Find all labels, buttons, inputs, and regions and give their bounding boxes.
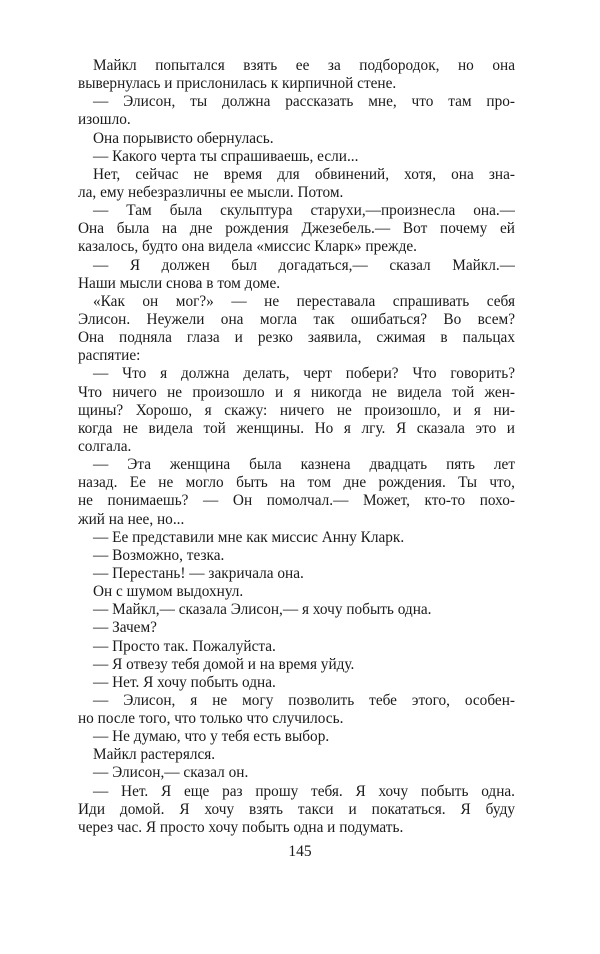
text-line: — Эта женщина была казнена двадцать пять лет	[93, 456, 515, 474]
text-line: Наши мысли снова в том доме.	[78, 274, 281, 292]
text-line: — Я отвезу тебя домой и на время уйду.	[93, 655, 355, 673]
text-line: — Возможно, тезка.	[93, 546, 225, 564]
text-line: — Нет. Я хочу побыть одна.	[93, 673, 276, 691]
paragraph	[78, 656, 515, 674]
text-line: — Перестань! — закричала она.	[93, 564, 304, 582]
page-number: 145	[288, 843, 312, 860]
paragraph	[78, 293, 515, 366]
paragraph	[78, 202, 515, 256]
text-line: — Элисон, ты должна рассказать мне, что там про-	[93, 93, 515, 111]
text-line: но после того, что только что случилось.	[78, 710, 344, 728]
text-line: через час. Я просто хочу побыть одна и подумать.	[78, 818, 404, 836]
text-line: изошло.	[78, 111, 131, 129]
text-line: Майкл попытался взять ее за подбородок, но она	[93, 57, 515, 74]
paragraph	[78, 57, 515, 93]
paragraph	[78, 257, 515, 293]
text-line: — Ее представили мне как миссис Анну Кларк.	[93, 528, 405, 546]
paragraph	[78, 547, 515, 565]
paragraph	[78, 166, 515, 202]
text-line: Она порывисто обернулась.	[93, 129, 274, 147]
paragraph	[78, 746, 515, 764]
text-line: распятие:	[78, 347, 141, 365]
text-line: казалось, будто она видела «миссис Кларк» прежде.	[78, 238, 417, 256]
text-line: — Элисон, я не могу позволить тебе этого, особен-	[93, 691, 515, 709]
paragraph	[78, 674, 515, 692]
text-line: Он с шумом выдохнул.	[93, 583, 244, 601]
paragraph	[78, 692, 515, 728]
text-line: — Элисон,— сказал он.	[93, 764, 249, 782]
paragraph	[78, 638, 515, 656]
text-line: Она подняла глаза и резко заявила, сжимая в пальцах	[78, 329, 515, 347]
paragraph	[78, 783, 515, 837]
paragraph	[78, 93, 515, 129]
text-line: — Зачем?	[93, 619, 157, 637]
text-line: назад. Ее не могло быть на том дне рождения. Ты что,	[78, 474, 515, 492]
paragraph	[78, 365, 515, 456]
text-line: ла, ему небезразличны ее мысли. Потом.	[78, 183, 344, 201]
paragraph	[78, 764, 515, 782]
text-line: Что ничего не произошло и я никогда не видела той жен-	[78, 383, 515, 401]
text-line: Нет, сейчас не время для обвинений, хотя, она зна-	[93, 165, 515, 183]
text-line: не понимаешь? — Он помолчал.— Может, кто-то похо-	[78, 492, 515, 510]
text-line: — Просто так. Пожалуйста.	[93, 637, 276, 655]
text-line: — Не думаю, что у тебя есть выбор.	[93, 728, 330, 746]
paragraph	[78, 130, 515, 148]
paragraph	[78, 728, 515, 746]
text-line: солгала.	[78, 437, 132, 455]
paragraph	[78, 456, 515, 529]
text-line: Она была на дне рождения Джезебель.— Вот почему ей	[78, 220, 515, 238]
text-line: «Как он мог?» — не переставала спрашивать себя	[93, 292, 515, 310]
paragraph	[78, 565, 515, 583]
text-line: вывернулась и прислонилась к кирпичной стене.	[78, 75, 397, 93]
text-line: Майкл растерялся.	[93, 746, 216, 764]
text-line: — Я должен был догадаться,— сказал Майкл.—	[93, 256, 515, 274]
text-line: Элисон. Неужели она могла так ошибаться? Во всем?	[78, 310, 515, 328]
paragraph	[78, 529, 515, 547]
text-line: — Майкл,— сказала Элисон,— я хочу побыть одна.	[93, 601, 432, 619]
paragraph	[78, 601, 515, 619]
paragraph	[78, 148, 515, 166]
text-line: — Какого черта ты спрашиваешь, если...	[93, 147, 359, 165]
text-line: — Там была скульптура старухи,—произнесла она.—	[93, 202, 515, 220]
text-line: щины? Хорошо, я скажу: ничего не произошло, и я ни-	[78, 401, 515, 419]
text-line: когда не видела той женщины. Но я лгу. Я сказала это и	[78, 419, 515, 437]
text-line: — Что я должна делать, черт побери? Что говорить?	[93, 365, 515, 383]
paragraph	[78, 619, 515, 637]
text-line: Иди домой. Я хочу взять такси и покататься. Я буду	[78, 800, 515, 818]
text-line: жий на нее, но...	[78, 510, 185, 528]
text-line: — Нет. Я еще раз прошу тебя. Я хочу побыть одна.	[93, 782, 515, 800]
page-body-text	[78, 57, 515, 837]
paragraph	[78, 583, 515, 601]
